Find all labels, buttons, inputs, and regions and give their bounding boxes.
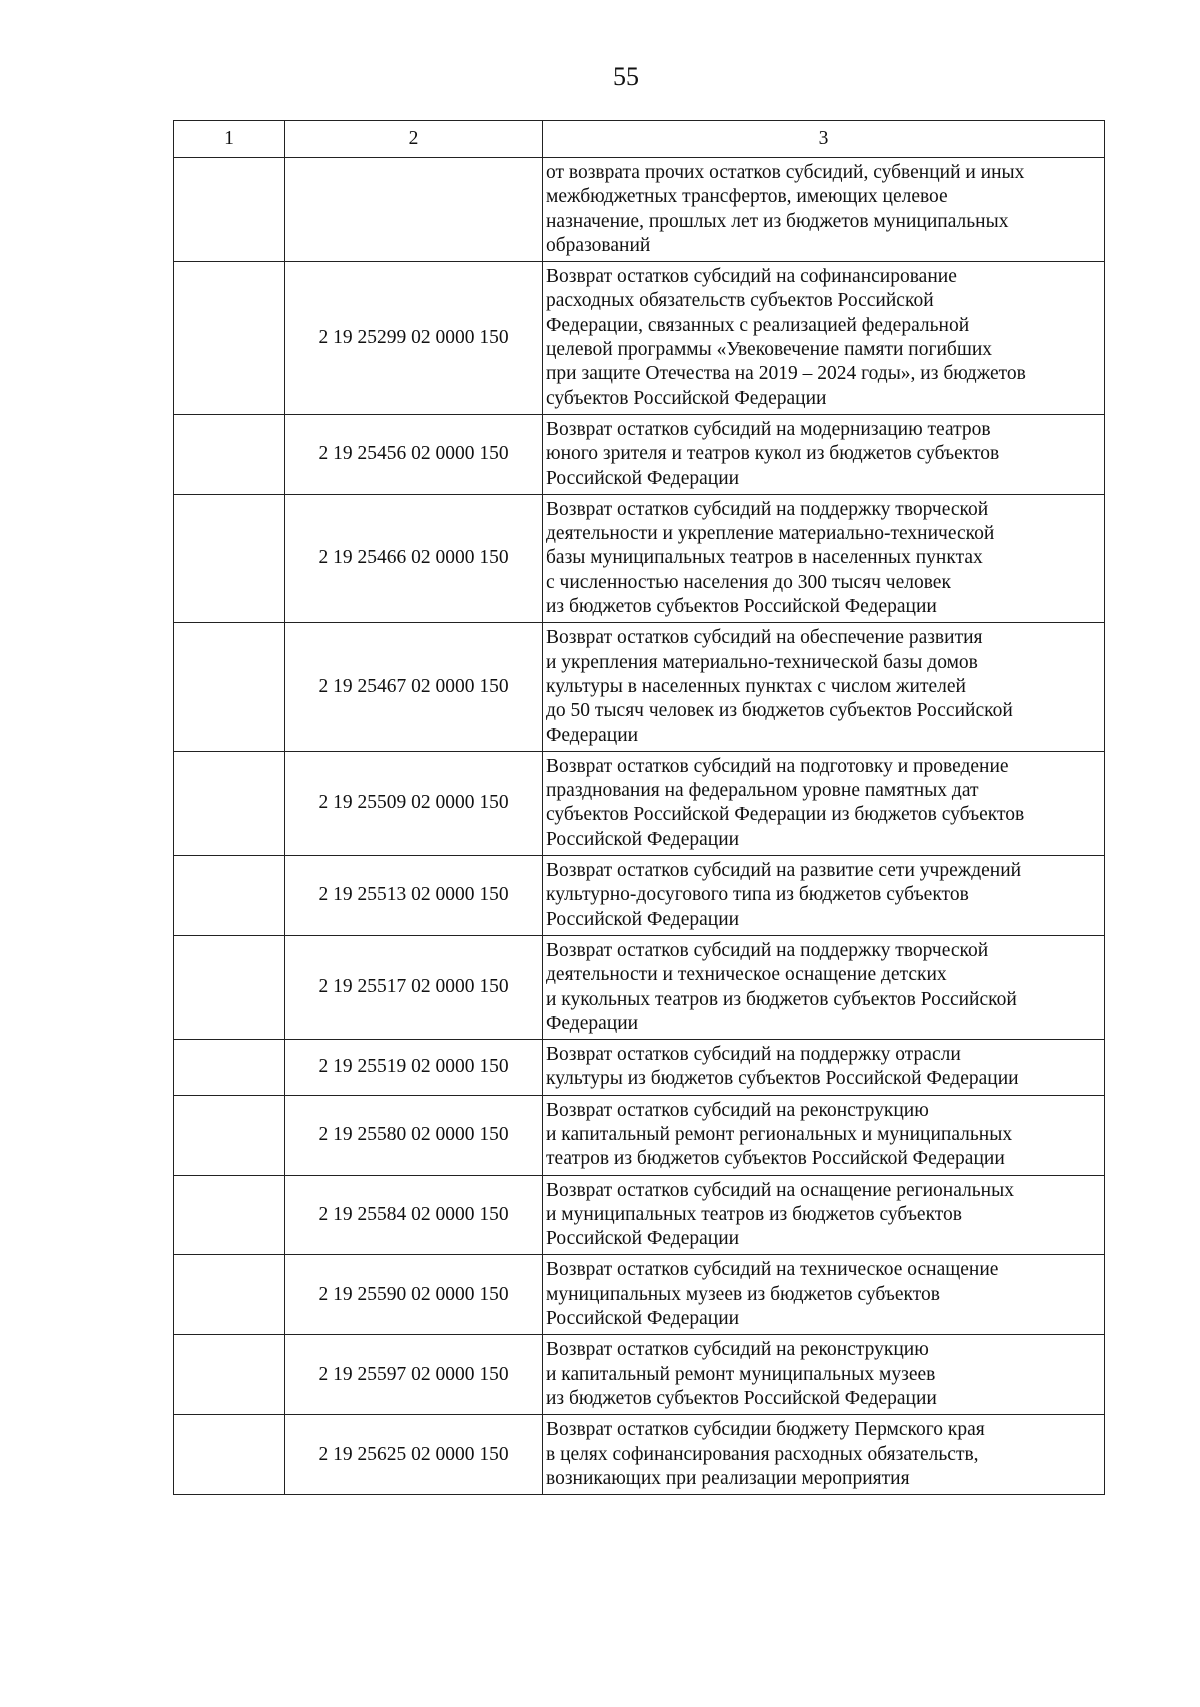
income-name-cell — [543, 262, 1105, 415]
budget-code-cell: 2 19 25517 02 0000 150 — [285, 935, 543, 1039]
row-number-cell — [174, 623, 285, 751]
table-body — [174, 158, 1105, 1495]
income-name-line: Возврат остатков субсидий на реконструкцию — [546, 1099, 929, 1121]
table-row — [174, 751, 1105, 855]
table-row — [174, 856, 1105, 936]
income-name-cell — [543, 414, 1105, 494]
income-name-line: Возврат остатков субсидии бюджету Пермского края — [546, 1419, 985, 1441]
income-name-line: с численностью населения до 300 тысяч человек — [546, 571, 951, 593]
income-name-cell — [543, 623, 1105, 751]
income-name-line: Возврат остатков субсидий на поддержку отрасли — [546, 1044, 961, 1066]
income-name-cell — [543, 1095, 1105, 1175]
table-row — [174, 935, 1105, 1039]
row-number-cell — [174, 856, 285, 936]
table-row — [174, 414, 1105, 494]
income-name-line: Российской Федерации — [546, 1228, 740, 1250]
income-name-line: театров из бюджетов субъектов Российской Федерации — [546, 1148, 1005, 1170]
income-name-line: юного зрителя и театров кукол из бюджетов субъектов — [546, 443, 1000, 465]
income-name-line: назначение, прошлых лет из бюджетов муниципальных — [546, 210, 1009, 232]
income-name-line: Возврат остатков субсидий на подготовку и проведение — [546, 755, 1009, 777]
budget-code-cell: 2 19 25466 02 0000 150 — [285, 494, 543, 622]
row-number-cell — [174, 414, 285, 494]
table-row — [174, 158, 1105, 262]
income-name-line: из бюджетов субъектов Российской Федерации — [546, 596, 937, 618]
table-row — [174, 1415, 1105, 1495]
row-number-cell — [174, 935, 285, 1039]
income-name-line: расходных обязательств субъектов Российской — [546, 290, 934, 312]
table-row — [174, 1175, 1105, 1255]
table-row — [174, 1040, 1105, 1096]
row-number-cell — [174, 1415, 285, 1495]
row-number-cell — [174, 1095, 285, 1175]
income-name-line: из бюджетов субъектов Российской Федерации — [546, 1387, 937, 1409]
column-header-2: 2 — [285, 121, 543, 158]
budget-code-cell: 2 19 25513 02 0000 150 — [285, 856, 543, 936]
income-name-line: Возврат остатков субсидий на развитие сети учреждений — [546, 860, 1022, 882]
budget-code-cell: 2 19 25584 02 0000 150 — [285, 1175, 543, 1255]
income-name-line: и капитальный ремонт региональных и муниципальных — [546, 1123, 1013, 1145]
income-name-line: субъектов Российской Федерации — [546, 387, 827, 409]
income-name-cell — [543, 1415, 1105, 1495]
budget-code-cell: 2 19 25590 02 0000 150 — [285, 1255, 543, 1335]
income-name-cell — [543, 856, 1105, 936]
income-name-cell — [543, 751, 1105, 855]
income-name-line: Российской Федерации — [546, 467, 740, 489]
income-name-cell — [543, 1335, 1105, 1415]
row-number-cell — [174, 262, 285, 415]
income-name-line: Возврат остатков субсидий на поддержку творческой — [546, 939, 989, 961]
budget-code-cell: 2 19 25456 02 0000 150 — [285, 414, 543, 494]
income-name-line: Федерации — [546, 724, 639, 746]
budget-code-cell: 2 19 25519 02 0000 150 — [285, 1040, 543, 1096]
budget-code-cell: 2 19 25467 02 0000 150 — [285, 623, 543, 751]
row-number-cell — [174, 158, 285, 262]
income-name-line: Возврат остатков субсидий на техническое оснащение — [546, 1259, 999, 1281]
income-name-line: при защите Отечества на 2019 – 2024 годы», из бюджетов — [546, 363, 1026, 385]
budget-code-cell: 2 19 25580 02 0000 150 — [285, 1095, 543, 1175]
income-name-line: в целях софинансирования расходных обязательств, — [546, 1443, 979, 1465]
row-number-cell — [174, 1255, 285, 1335]
income-name-line: Возврат остатков субсидий на поддержку творческой — [546, 498, 989, 520]
income-name-cell — [543, 1255, 1105, 1335]
table-row — [174, 1335, 1105, 1415]
income-name-line: Возврат остатков субсидий на софинансирование — [546, 266, 957, 288]
table-row — [174, 494, 1105, 622]
income-name-line: субъектов Российской Федерации из бюджетов субъектов — [546, 804, 1025, 826]
column-header-3: 3 — [543, 121, 1105, 158]
row-number-cell — [174, 1040, 285, 1096]
row-number-cell — [174, 494, 285, 622]
income-name-line: и капитальный ремонт муниципальных музеев — [546, 1363, 936, 1385]
table-row — [174, 1095, 1105, 1175]
income-name-line: Возврат остатков субсидий на реконструкцию — [546, 1339, 929, 1361]
income-name-line: Возврат остатков субсидий на обеспечение развития — [546, 627, 983, 649]
budget-code-cell — [285, 158, 543, 262]
income-name-cell — [543, 158, 1105, 262]
income-name-cell — [543, 1040, 1105, 1096]
budget-code-table — [173, 120, 1105, 1495]
income-name-line: образований — [546, 234, 651, 256]
income-name-line: и укрепления материально-технической базы домов — [546, 651, 978, 673]
income-name-line: культурно-досугового типа из бюджетов субъектов — [546, 884, 969, 906]
row-number-cell — [174, 1175, 285, 1255]
income-name-line: до 50 тысяч человек из бюджетов субъектов Российской — [546, 700, 1013, 722]
income-name-line: Российской Федерации — [546, 828, 740, 850]
income-name-cell — [543, 1175, 1105, 1255]
income-name-line: празднования на федеральном уровне памятных дат — [546, 780, 979, 802]
table-row — [174, 262, 1105, 415]
table-header-row — [174, 121, 1105, 158]
income-name-line: и муниципальных театров из бюджетов субъектов — [546, 1203, 963, 1225]
income-name-line: Возврат остатков субсидий на модернизацию театров — [546, 418, 991, 440]
table-row — [174, 1255, 1105, 1335]
income-name-cell — [543, 494, 1105, 622]
income-name-line: Федерации — [546, 1012, 639, 1034]
income-name-line: Возврат остатков субсидий на оснащение региональных — [546, 1179, 1014, 1201]
income-name-cell — [543, 935, 1105, 1039]
page-number: 55 — [613, 62, 639, 91]
budget-code-cell: 2 19 25299 02 0000 150 — [285, 262, 543, 415]
column-header-1: 1 — [174, 121, 285, 158]
budget-code-cell: 2 19 25509 02 0000 150 — [285, 751, 543, 855]
income-name-line: межбюджетных трансфертов, имеющих целевое — [546, 186, 948, 208]
row-number-cell — [174, 1335, 285, 1415]
budget-code-cell: 2 19 25597 02 0000 150 — [285, 1335, 543, 1415]
income-name-line: Российской Федерации — [546, 1308, 740, 1330]
table-row — [174, 623, 1105, 751]
income-name-line: Федерации, связанных с реализацией федеральной — [546, 314, 970, 336]
income-name-line: деятельности и техническое оснащение детских — [546, 964, 947, 986]
income-name-line: возникающих при реализации мероприятия — [546, 1467, 910, 1489]
income-name-line: и кукольных театров из бюджетов субъектов Российской — [546, 988, 1017, 1010]
budget-code-cell: 2 19 25625 02 0000 150 — [285, 1415, 543, 1495]
income-name-line: деятельности и укрепление материально-технической — [546, 523, 995, 545]
income-name-line: культуры из бюджетов субъектов Российской Федерации — [546, 1068, 1019, 1090]
income-name-line: целевой программы «Увековечение памяти погибших — [546, 339, 993, 361]
income-name-line: муниципальных музеев из бюджетов субъектов — [546, 1283, 940, 1305]
income-name-line: базы муниципальных театров в населенных пунктах — [546, 547, 983, 569]
income-name-line: культуры в населенных пунктах с числом жителей — [546, 675, 966, 697]
row-number-cell — [174, 751, 285, 855]
income-name-line: от возврата прочих остатков субсидий, субвенций и иных — [546, 162, 1025, 183]
income-name-line: Российской Федерации — [546, 908, 740, 930]
